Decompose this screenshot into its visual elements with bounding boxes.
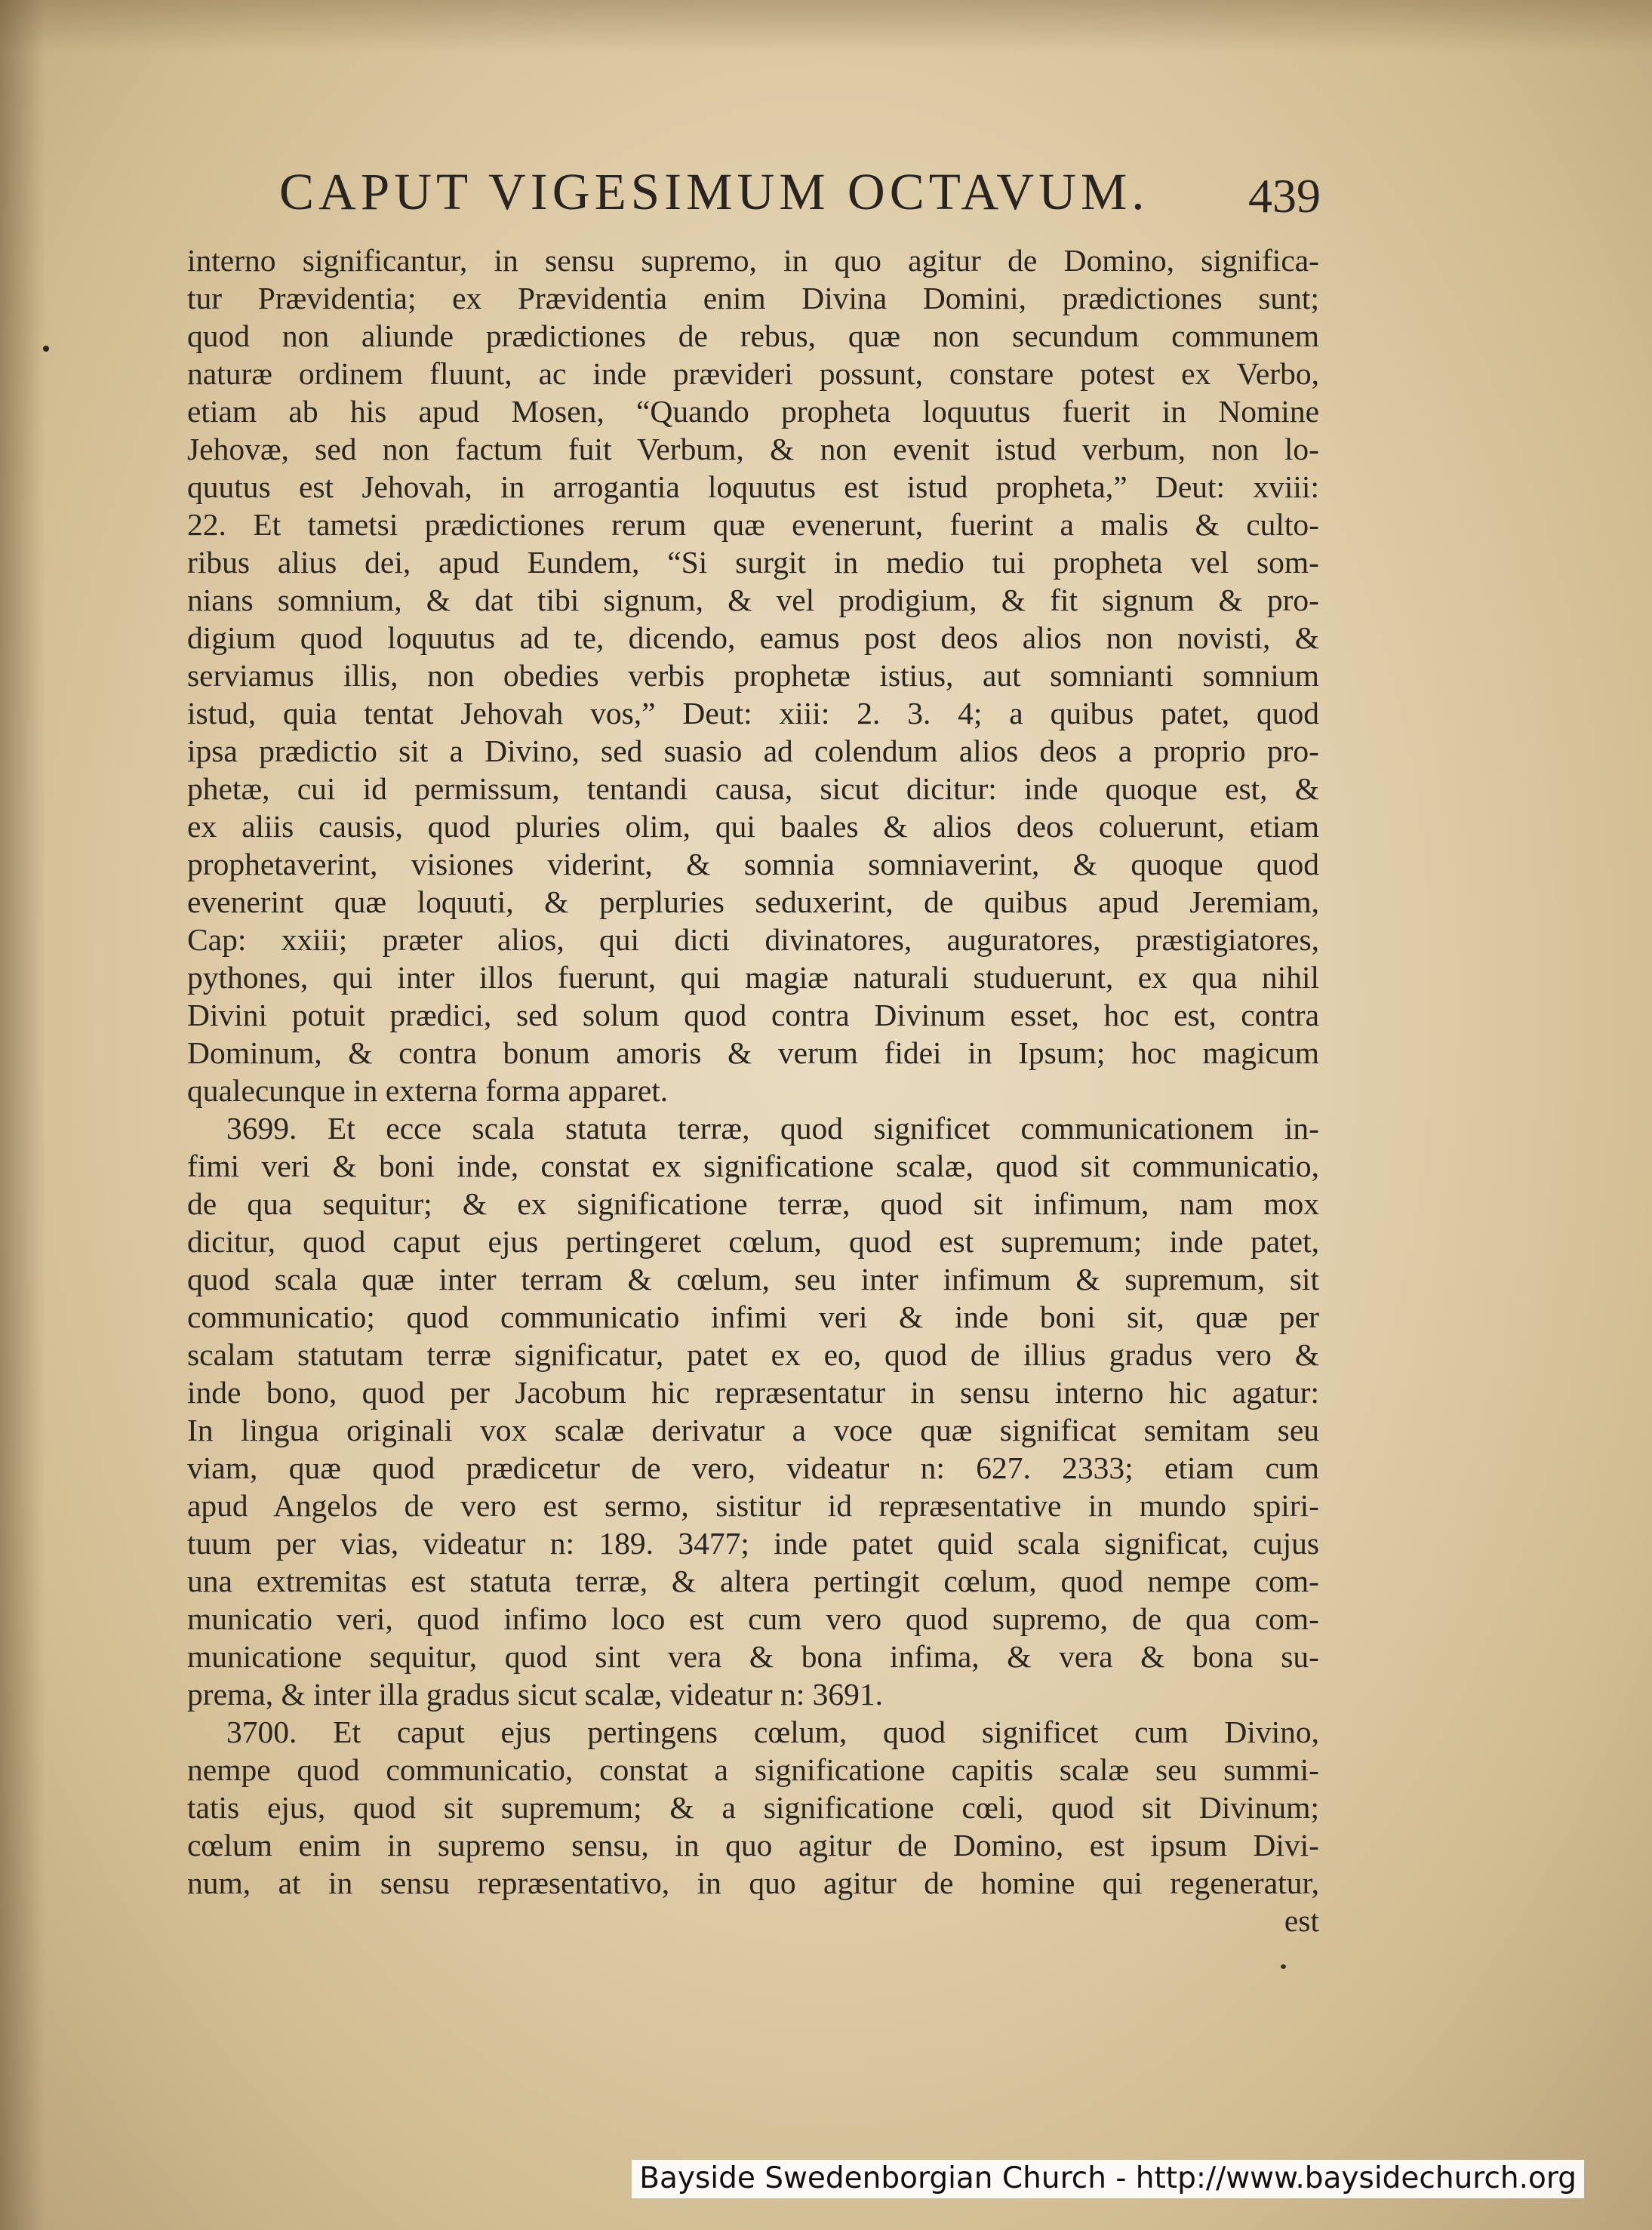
text-line: Jehovæ, sed non factum fuit Verbum, & non evenit istud verbum, non lo- xyxy=(187,432,1319,466)
text-line: num, at in sensu repræsentativo, in quo agitur de homine qui regeneratur, xyxy=(187,1866,1319,1900)
text-line: una extremitas est statuta terræ, & altera pertingit cœlum, quod nempe com- xyxy=(187,1564,1319,1598)
text-line: quutus est Jehovah, in arrogantia loquutus est istud propheta,” Deut: xviii: xyxy=(187,469,1319,504)
text-line: pythones, qui inter illos fuerunt, qui magiæ naturali studuerunt, ex qua nihil xyxy=(187,960,1319,995)
text-line: quod non aliunde prædictiones de rebus, quæ non secundum communem xyxy=(187,318,1319,353)
text-line: communicatio; quod communicatio infimi veri & inde boni sit, quæ per xyxy=(187,1300,1319,1334)
catchword: est xyxy=(1284,1903,1319,1938)
text-line: quod scala quæ inter terram & cœlum, seu inter infimum & supremum, sit xyxy=(187,1262,1319,1296)
text-line: municatio veri, quod infimo loco est cum vero quod supremo, de qua com- xyxy=(187,1601,1319,1636)
text-line: naturæ ordinem fluunt, ac inde prævideri possunt, constare potest ex Verbo, xyxy=(187,356,1319,391)
text-line: tur Prævidentia; ex Prævidentia enim Divina Domini, prædictiones sunt; xyxy=(187,281,1319,315)
text-line: fimi veri & boni inde, constat ex significatione scalæ, quod sit communicatio, xyxy=(187,1149,1319,1183)
text-line: Cap: xxiii; præter alios, qui dicti divinatores, auguratores, præstigiatores, xyxy=(187,922,1319,957)
text-line: ipsa prædictio sit a Divino, sed suasio ad colendum alios deos a proprio pro- xyxy=(187,734,1319,768)
running-head: CAPUT VIGESIMUM OCTAVUM. xyxy=(279,163,1149,220)
body-text xyxy=(187,241,1319,1939)
text-line: evenerint quæ loquuti, & perpluries seduxerint, de quibus apud Jeremiam, xyxy=(187,884,1319,919)
text-line: Divini potuit prædici, sed solum quod contra Divinum esset, hoc est, contra xyxy=(187,998,1319,1032)
text-line: municatione sequitur, quod sint vera & bona infima, & vera & bona su- xyxy=(187,1639,1319,1674)
text-line: ribus alius dei, apud Eundem, “Si surgit in medio tui propheta vel som- xyxy=(187,545,1319,580)
text-line: ex aliis causis, quod pluries olim, qui baales & alios deos coluerunt, etiam xyxy=(187,809,1319,844)
text-line: istud, quia tentat Jehovah vos,” Deut: xiii: 2. 3. 4; a quibus patet, quod xyxy=(187,696,1319,731)
text-line: prophetaverint, visiones viderint, & somnia somniaverint, & quoque quod xyxy=(187,847,1319,881)
paragraph-start-3700: 3700. Et caput ejus pertingens cœlum, quod significet cum Divino, xyxy=(226,1715,1319,1749)
text-line: dicitur, quod caput ejus pertingeret cœlum, quod est supremum; inde patet, xyxy=(187,1224,1319,1259)
page-number: 439 xyxy=(1248,169,1321,223)
text-line: de qua sequitur; & ex significatione terræ, quod sit infimum, nam mox xyxy=(187,1186,1319,1221)
text-line: interno significantur, in sensu supremo, in quo agitur de Domino, significa- xyxy=(187,243,1319,278)
text-line: scalam statutam terræ significatur, patet ex eo, quod de illius gradus vero & xyxy=(187,1337,1319,1372)
text-line: In lingua originali vox scalæ derivatur a voce quæ significat semitam seu xyxy=(187,1413,1319,1447)
text-line: tatis ejus, quod sit supremum; & a significatione cœli, quod sit Divinum; xyxy=(187,1790,1319,1825)
text-line: viam, quæ quod prædicetur de vero, videatur n: 627. 2333; etiam cum xyxy=(187,1450,1319,1485)
text-line: 22. Et tametsi prædictiones rerum quæ evenerunt, fuerint a malis & culto- xyxy=(187,507,1319,542)
text-line: tuum per vias, videatur n: 189. 3477; inde patet quid scala significat, cujus xyxy=(187,1526,1319,1561)
text-line: Dominum, & contra bonum amoris & verum fidei in Ipsum; hoc magicum xyxy=(187,1035,1319,1070)
text-line: etiam ab his apud Mosen, “Quando propheta loquutus fuerit in Nomine xyxy=(187,394,1319,429)
text-line: inde bono, quod per Jacobum hic repræsentatur in sensu interno hic agatur: xyxy=(187,1375,1319,1410)
text-line: qualecunque in externa forma apparet. xyxy=(187,1073,669,1108)
text-line: digium quod loquutus ad te, dicendo, eamus post deos alios non novisti, & xyxy=(187,620,1319,655)
page-top-shadow xyxy=(0,0,1652,53)
paragraph-start-3699: 3699. Et ecce scala statuta terræ, quod significet communicationem in- xyxy=(226,1111,1319,1146)
text-line: nians somnium, & dat tibi signum, & vel prodigium, & fit signum & pro- xyxy=(187,583,1319,617)
margin-mark xyxy=(43,346,49,352)
ink-speck xyxy=(1281,1964,1286,1969)
text-line: cœlum enim in supremo sensu, in quo agitur de Domino, est ipsum Divi- xyxy=(187,1828,1319,1862)
page-edge-shadow xyxy=(0,0,45,2230)
text-line: apud Angelos de vero est sermo, sistitur id repræsentative in mundo spiri- xyxy=(187,1488,1319,1523)
text-line: prema, & inter illa gradus sicut scalæ, videatur n: 3691. xyxy=(187,1677,883,1712)
text-line: nempe quod communicatio, constat a significatione capitis scalæ seu summi- xyxy=(187,1752,1319,1787)
text-line: phetæ, cui id permissum, tentandi causa, sicut dicitur: inde quoque est, & xyxy=(187,771,1319,806)
text-line: serviamus illis, non obedies verbis prophetæ istius, aut somnianti somnium xyxy=(187,658,1319,693)
footer-credit: Bayside Swedenborgian Church - http://www.baysidechurch.org xyxy=(632,2160,1584,2198)
page-header xyxy=(279,155,1321,238)
